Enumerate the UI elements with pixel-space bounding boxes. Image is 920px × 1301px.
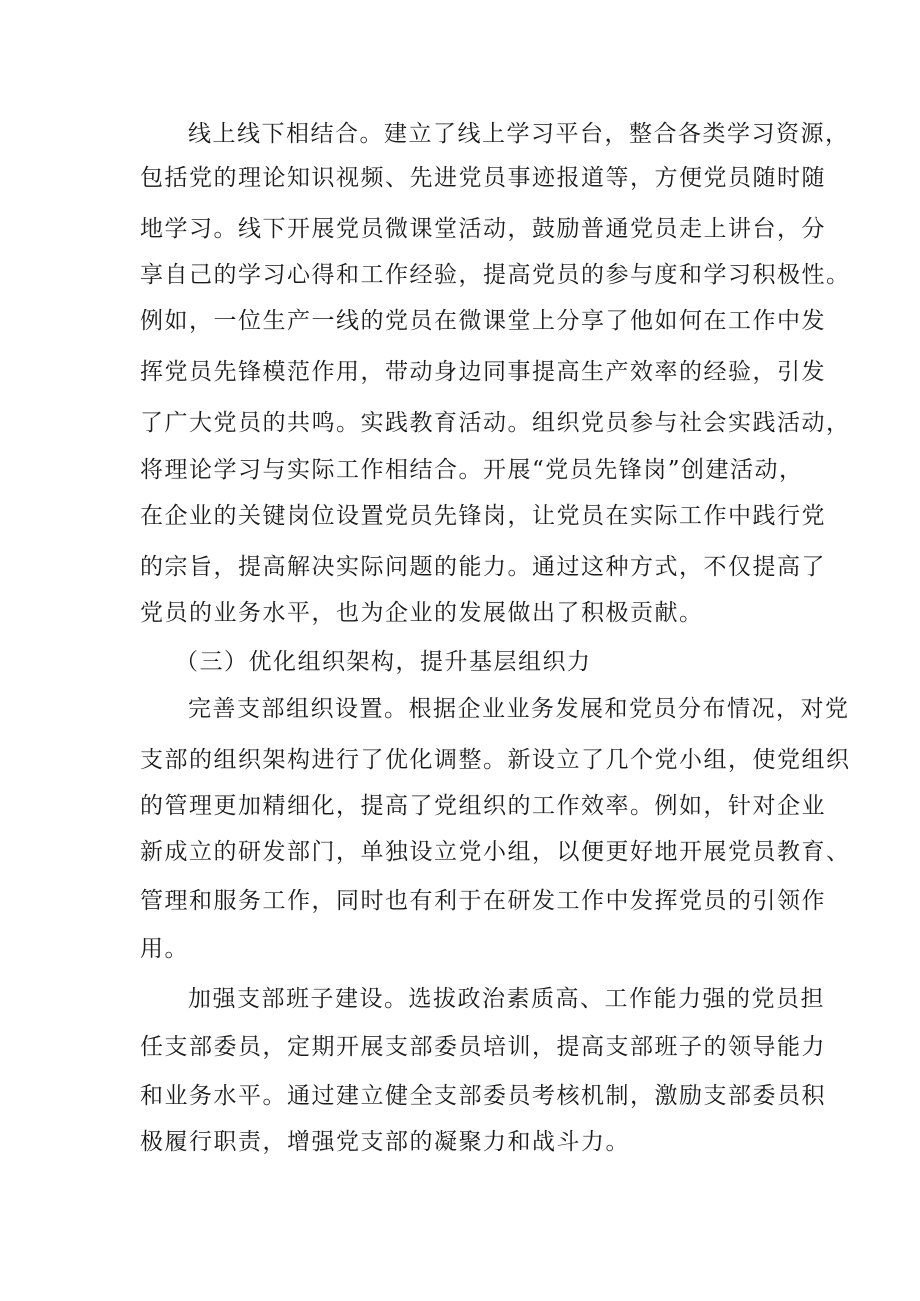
paragraph-2-line-6: 用。 (140, 936, 189, 962)
paragraph-2-line-1: 完善支部组织设置。根据企业业务发展和党员分布情况，对党 (188, 696, 850, 722)
paragraph-1-line-11: 党员的业务水平，也为企业的发展做出了积极贡献。 (140, 600, 704, 626)
paragraph-2-line-2: 支部的组织架构进行了优化调整。新设立了几个党小组，使党组织 (140, 747, 851, 773)
paragraph-3-line-2: 任支部委员，定期开展支部委员培训，提高支部班子的领导能力 (140, 1034, 826, 1060)
paragraph-1-line-6: 挥党员先锋模范作用，带动身边同事提高生产效率的经验，引发 (140, 359, 826, 385)
paragraph-1-line-2: 包括党的理论知识视频、先进党员事迹报道等，方便党员随时随 (140, 165, 826, 191)
paragraph-1-line-10: 的宗旨，提高解决实际问题的能力。通过这种方式，不仅提高了 (140, 554, 826, 580)
paragraph-1-line-9: 在企业的关键岗位设置党员先锋岗，让党员在实际工作中践行党 (140, 503, 826, 529)
paragraph-1-line-8: 将理论学习与实际工作相结合。开展“党员先锋岗”创建活动， (140, 457, 804, 483)
paragraph-1-line-1: 线上线下相结合。建立了线上学习平台，整合各类学习资源， (188, 121, 850, 147)
paragraph-2-line-3: 的管理更加精细化，提高了党组织的工作效率。例如，针对企业 (140, 793, 826, 819)
paragraph-3-line-4: 极履行职责，增强党支部的凝聚力和战斗力。 (140, 1129, 630, 1155)
paragraph-1-line-4: 享自己的学习心得和工作经验，提高党员的参与度和学习积极性。 (140, 262, 851, 288)
paragraph-1-line-5: 例如，一位生产一线的党员在微课堂上分享了他如何在工作中发 (140, 308, 826, 334)
paragraph-3-line-3: 和业务水平。通过建立健全支部委员考核机制，激励支部委员积 (140, 1083, 826, 1109)
paragraph-1-line-3: 地学习。线下开展党员微课堂活动，鼓励普通党员走上讲台，分 (140, 216, 826, 242)
paragraph-2-line-5: 管理和服务工作，同时也有利于在研发工作中发挥党员的引领作 (140, 888, 826, 914)
paragraph-2-line-4: 新成立的研发部门，单独设立党小组，以便更好地开展党员教育、 (140, 839, 851, 865)
paragraph-3-line-1: 加强支部班子建设。选拔政治素质高、工作能力强的党员担 (188, 986, 825, 1012)
section-heading: （三）优化组织架构，提升基层组织力 (175, 649, 592, 675)
paragraph-1-line-7: 了广大党员的共鸣。实践教育活动。组织党员参与社会实践活动， (140, 410, 851, 436)
